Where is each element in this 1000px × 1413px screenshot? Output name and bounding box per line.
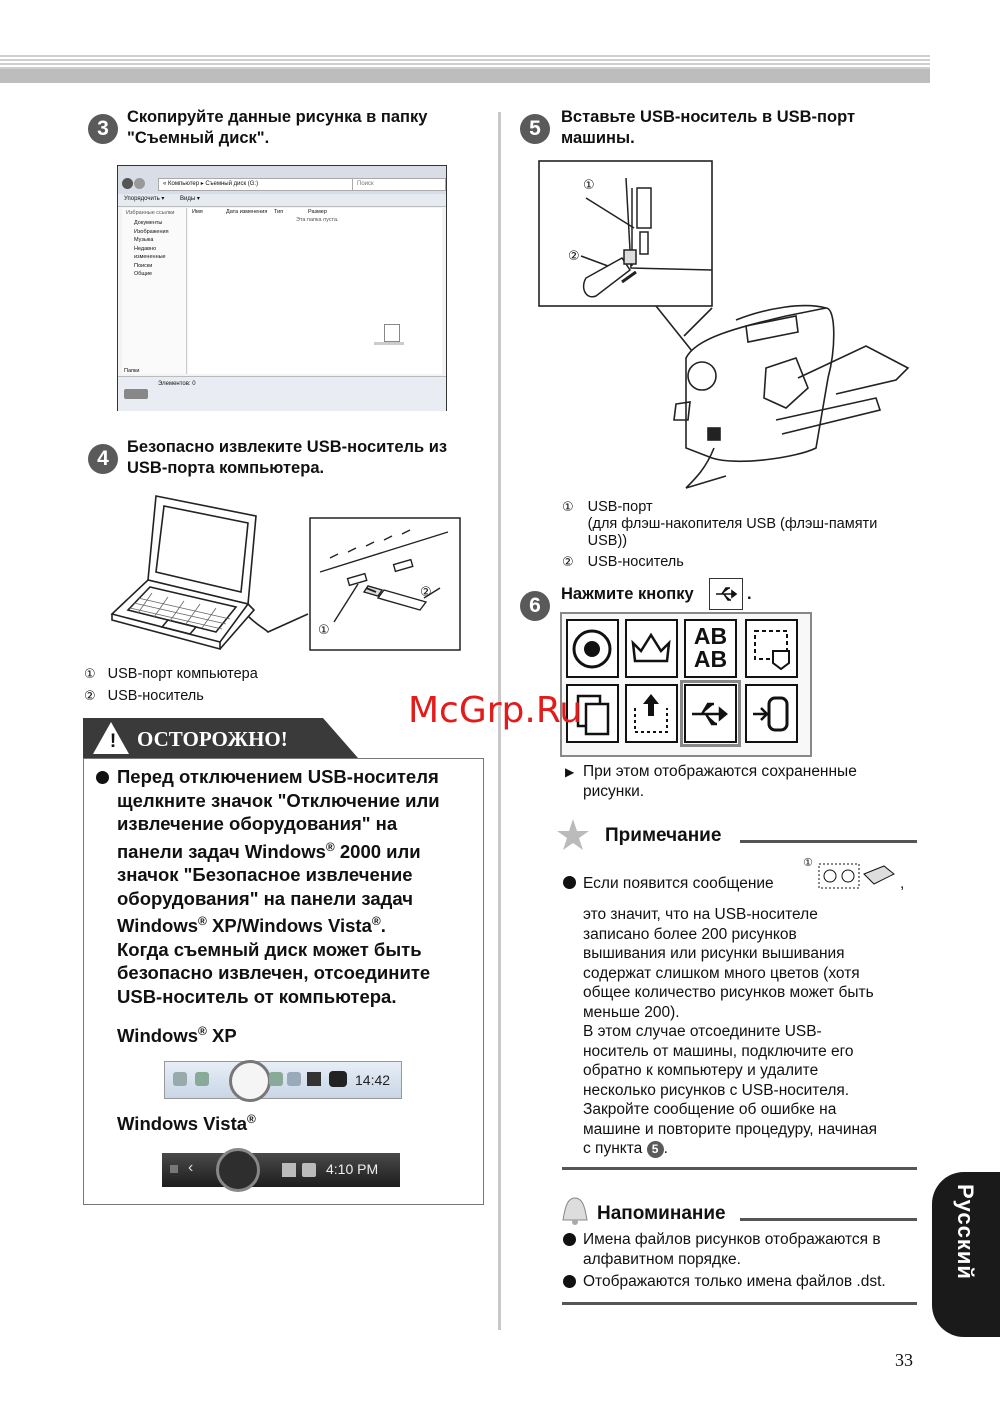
step-ref-badge: 5 [647,1141,664,1158]
step-5-title [561,107,855,149]
step-5-legend [562,499,877,571]
column-size[interactable]: Размер [308,209,327,215]
note-line: В этом случае отсоедините USB- [583,1023,822,1040]
bullet-icon [563,1233,576,1246]
pocket-button[interactable] [625,684,678,743]
pattern-icon [568,621,617,676]
laptop-callout-2: ② [420,584,432,599]
folders-label[interactable]: Папки [124,368,140,374]
favorite-item[interactable]: Изображения [134,228,169,235]
note-line: это значит, что на USB-носителе [583,906,818,923]
views-button[interactable]: Виды ▾ [180,196,200,202]
sewing-machine-icon [656,306,908,488]
step-6-result-line1: При этом отображаются сохраненные [583,763,857,780]
machine-callout-2: ② [568,248,580,263]
embroidery-pattern-button[interactable] [566,619,619,678]
card-slot-icon [747,686,796,741]
reminder-line: Имена файлов рисунков отображаются в [583,1231,881,1248]
result-arrow-icon: ▶ [565,765,575,779]
usb-icon [686,686,735,741]
caution-title: ОСТОРОЖНО! [137,727,288,751]
legend-item [562,499,877,550]
legend-num: ① [84,666,96,681]
step-4-title-line2: USB-порта компьютера. [127,459,325,477]
note-line: несколько рисунков с USB-носителя. [583,1081,850,1099]
laptop-callout-1: ① [318,622,330,637]
note-line: Закройте сообщение об ошибке на [583,1101,837,1118]
alphabet-button[interactable] [684,619,737,678]
step-5-title-line1: Вставьте USB-носитель в USB-порт [561,108,856,126]
usb-port-detail-frame [310,518,460,650]
ab-top: AB [693,623,728,649]
tray-icon[interactable] [173,1072,187,1086]
usb-icon [710,579,742,609]
removable-disk-icon [124,389,148,399]
legend-item [84,688,258,705]
legend-item [562,554,877,571]
step-5-number: 5 [520,114,550,144]
step-6-result [583,762,857,801]
caution-line: USB-носитель от компьютера. [117,985,397,1007]
legend-text: USB-носитель [107,688,204,704]
organize-button[interactable]: Упорядочить ▾ [124,196,165,202]
favorite-item[interactable]: Общие [134,271,153,277]
explorer-toolbar [118,194,446,207]
step-6-title-dot: . [747,585,752,603]
tray-icon[interactable] [307,1072,321,1086]
usb-port-detail-frame [539,161,712,306]
legend-text: USB-носитель [587,554,684,570]
forward-icon[interactable] [134,178,145,189]
caution-line: Перед отключением USB-носителя [117,766,439,787]
step-4-title-line1: Безопасно извлеките USB-носитель из [127,438,448,456]
step-4-number: 4 [88,444,118,474]
column-date[interactable]: Дата изменения [226,209,268,215]
caution-text [117,765,477,1008]
legend-num: ① [562,499,574,514]
address-bar[interactable]: « Компьютер ▸ Съемный диск (G:) [158,178,382,191]
note-line: машине и повторите процедуру, начиная [583,1120,878,1138]
legend-text [588,499,878,550]
legend-line: USB-порт [587,499,653,515]
pocket-icon [627,686,676,741]
caution-line: Когда съемный диск может быть [117,938,422,960]
step-6-title: Нажмите кнопку [561,585,694,603]
safely-remove-hardware-icon[interactable] [216,1148,260,1192]
language-tab-label: Русский [953,1184,978,1280]
step-3-title-line2: "Съемный диск". [127,129,270,147]
header-band [0,69,930,83]
legend-num: ② [562,554,574,569]
favorite-item[interactable]: Музыка [134,237,154,243]
reminder-line: алфавитном порядке. [583,1250,741,1268]
crown-icon [627,621,676,676]
machine-illustration [536,158,916,498]
note-title-rule [740,840,917,843]
frame-pattern-button[interactable] [625,619,678,678]
step-5-title-line2: машины. [561,129,635,147]
network-icon[interactable] [282,1163,296,1177]
note-line: обратно к компьютеру и удалите [583,1062,819,1079]
vista-taskbar [162,1153,400,1187]
step-3-title-line1: Скопируйте данные рисунка в папку [127,108,428,126]
empty-folder-text: Эта папка пуста. [296,217,339,223]
note-comma: , [900,875,905,892]
step-4-legend [84,666,258,705]
volume-icon[interactable] [302,1163,316,1177]
language-tab [932,1172,1000,1337]
drag-label [374,342,404,345]
search-box[interactable]: Поиск [352,178,446,191]
reminder-title-rule [740,1218,917,1221]
usb-button[interactable] [709,578,743,610]
caution-line: Windows® XP/Windows Vista®. [117,914,386,937]
note-line: вышивания или рисунки вышивания [583,945,845,962]
watermark: McGrp.Ru [408,690,583,731]
frame-shape-button[interactable] [745,619,798,678]
step-3-number: 3 [88,114,118,144]
xp-taskbar [164,1061,402,1099]
dragged-file-icon [384,324,400,342]
note-line: общее количество рисунков может быть [583,984,874,1001]
vista-clock: 4:10 PM [326,1161,379,1177]
legend-num: ② [84,688,96,703]
step-3-title [127,107,427,149]
favorites-pane [122,208,187,374]
windows-vista-label: Windows Vista® [117,1112,256,1135]
caution-line: щелкните значок "Отключение или [117,789,440,811]
windows-xp-label: Windows® XP [117,1024,237,1047]
reminder-item [583,1230,881,1269]
bullet-icon [563,1275,576,1288]
legend-item [84,666,258,688]
favorite-item[interactable]: Недавно измененные [134,245,166,260]
note-end-rule [562,1167,917,1170]
tray-icon[interactable] [287,1072,301,1086]
back-icon[interactable] [122,178,133,189]
note-line: записано более 200 рисунков [583,925,797,943]
favorites-list [134,219,186,279]
caution-line: извлечение оборудования" на [117,813,398,834]
caution-line: панели задач Windows® 2000 или [117,839,421,862]
legend-line: USB)) [587,533,628,549]
note-star-icon [555,817,591,853]
step-6-number: 6 [520,591,550,621]
legend-line: (для флэш-накопителя USB (флэш-памяти [587,516,878,532]
chevron-left-icon[interactable]: ‹ [188,1159,194,1176]
favorite-item[interactable]: Поиски [134,262,153,269]
column-type[interactable]: Тип [274,209,284,215]
note-line: с пункта 5 . [583,1140,668,1157]
laptop-illustration [108,492,463,652]
card-button[interactable] [745,684,798,743]
file-list [188,208,442,374]
favorite-item[interactable]: Документы [134,220,163,226]
error-message-icon [818,860,896,890]
tray-icon[interactable] [329,1071,347,1087]
tray-icon[interactable] [269,1072,283,1086]
bullet-icon [563,876,576,889]
xp-clock: 14:42 [355,1072,391,1088]
tray-icon[interactable] [170,1165,178,1173]
message-badge: ① [803,857,813,869]
bullet-icon [96,771,109,784]
reminder-title: Напоминание [597,1203,726,1224]
legend-text: USB-порт компьютера [107,666,258,682]
frame-shape-icon [747,621,796,676]
details-pane [118,376,446,411]
page-number: 33 [895,1350,913,1370]
reminder-item: Отображаются только имена файлов .dst. [583,1273,886,1290]
safely-remove-hardware-icon[interactable] [229,1060,271,1102]
note-line: носитель от машины, подключите его [583,1042,854,1060]
note-body [583,905,918,1159]
favorites-header: Избранные ссылки [126,210,175,216]
caution-line: безопасно извлечен, отсоедините [117,962,431,984]
usb-memory-button[interactable] [684,684,737,743]
machine-callout-1: ① [583,177,595,192]
bell-icon [555,1192,591,1228]
note-title: Примечание [605,825,722,846]
note-line: меньше 200). [583,1003,680,1021]
step-6-result-line2: рисунки. [583,782,645,800]
status-text: Элементов: 0 [158,381,196,387]
note-message-prefix: Если появится сообщение [583,875,774,892]
warning-mark: ! [109,731,117,752]
ab-bottom: AB [693,646,728,672]
caution-line: оборудования" на панели задач [117,887,413,909]
tray-icon[interactable] [195,1072,209,1086]
caution-line: значок "Безопасное извлечение [117,864,413,886]
reminder-end-rule [562,1302,917,1305]
column-name[interactable]: Имя [192,209,203,215]
explorer-window [117,165,447,411]
note-line: содержат слишком много цветов (хотя [583,964,860,982]
step-4-title [127,437,447,479]
